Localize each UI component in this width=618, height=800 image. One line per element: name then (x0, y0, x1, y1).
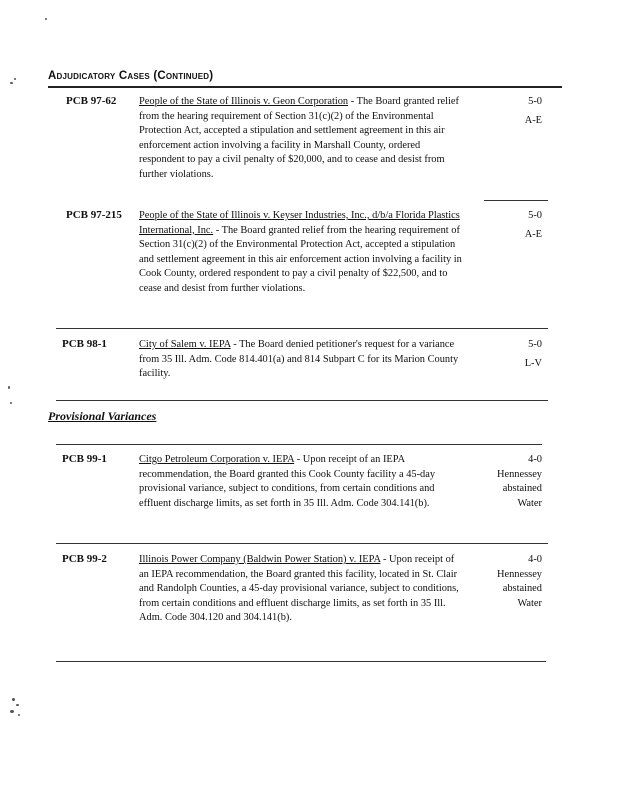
vote-count: 5-0 (528, 96, 542, 107)
divider (56, 661, 546, 662)
case-title: People of the State of Illinois v. Geon Corporation (139, 96, 349, 107)
scan-speck (10, 710, 14, 713)
case-code: L-V (524, 357, 542, 369)
case-vote (472, 453, 542, 511)
case-vote (472, 95, 542, 128)
case-body: - Upon receipt of an IEPA recommendation, the Board granted this Cook County facility a 45-day provisional variance, subject to conditions, from certain conditions and effluent discharge limits, as set forth in 35 Ill. Adm. Code 304.141(b). (139, 454, 436, 509)
case-number: PCB 98-1 (62, 338, 107, 350)
case-code: A-E (524, 114, 542, 126)
case-description (139, 553, 464, 626)
divider (56, 400, 548, 401)
divider (56, 444, 542, 445)
scan-speck (16, 704, 19, 706)
case-body: - The Board denied petitioner's request for a variance from 35 Ill. Adm. Code 814.401(a) and 814 Subpart C for its Marion County facility. (139, 339, 459, 380)
scan-speck (14, 78, 16, 80)
subsection-title: Provisional Variances (48, 409, 157, 423)
scan-speck (8, 386, 10, 389)
case-title: City of Salem v. IEPA (139, 339, 231, 350)
case-description (139, 338, 464, 382)
divider (484, 200, 548, 201)
case-title: Citgo Petroleum Corporation v. IEPA (139, 454, 295, 465)
case-title: Illinois Power Company (Baldwin Power Station) v. IEPA (139, 554, 381, 565)
vote-count: 4-0 (528, 454, 542, 465)
vote-count: 4-0 (528, 554, 542, 565)
scan-speck (18, 714, 20, 716)
case-description (139, 453, 464, 511)
header-rule (48, 86, 562, 88)
divider (56, 543, 548, 544)
scan-speck (12, 698, 15, 701)
vote-count: 5-0 (528, 210, 542, 221)
vote-note: abstained (502, 483, 542, 495)
case-code: Water (517, 597, 542, 609)
vote-count: 5-0 (528, 339, 542, 350)
vote-note: Hennessey (496, 568, 542, 580)
case-number: PCB 99-2 (62, 553, 107, 565)
case-body: - The Board granted relief from the hearing requirement of Section 31(c)(2) of the Environmental Protection Act, accepted a stipulation and settlement agreement in this air enforcement action involving a facility in Cook County, ordered respondent to pay a civil penalty of $22,500, and to cease and desist from further violations. (139, 224, 462, 294)
case-vote (472, 553, 542, 611)
case-description (139, 209, 464, 297)
section-header: Adjudicatory Cases (Continued) (48, 70, 214, 82)
divider (56, 328, 548, 329)
scan-speck (10, 82, 13, 84)
case-code: A-E (524, 228, 542, 240)
case-vote (472, 338, 542, 371)
case-description (139, 95, 464, 183)
case-number: PCB 97-215 (66, 209, 122, 221)
scan-speck (45, 18, 47, 20)
scan-speck (10, 402, 12, 404)
case-number: PCB 99-1 (62, 453, 107, 465)
case-body: - Upon receipt of an IEPA recommendation, the Board granted this facility, located in St. Clair and Randolph Counties, a 45-day provisional variance, subject to conditions, from certain conditions and effluent discharge limits, as set forth in 35 Ill. Adm. Code 304.120 and 304.141(b). (139, 554, 459, 624)
vote-note: Hennessey (496, 468, 542, 480)
case-body: - The Board granted relief from the hearing requirement of Section 31(c)(2) of the Environmental Protection Act, accepted a stipulation and settlement agreement in this air enforcement action involving a facility in Marshall County, ordered respondent to pay a civil penalty of $20,000, and to cease and desist from further violations. (139, 96, 460, 180)
case-title: People of the State of Illinois v. Keyser Industries, Inc., d/b/a Florida Plastics International, Inc. (139, 210, 460, 236)
case-number: PCB 97-62 (66, 95, 117, 107)
case-vote (472, 209, 542, 242)
vote-note: abstained (502, 583, 542, 595)
case-code: Water (517, 497, 542, 509)
